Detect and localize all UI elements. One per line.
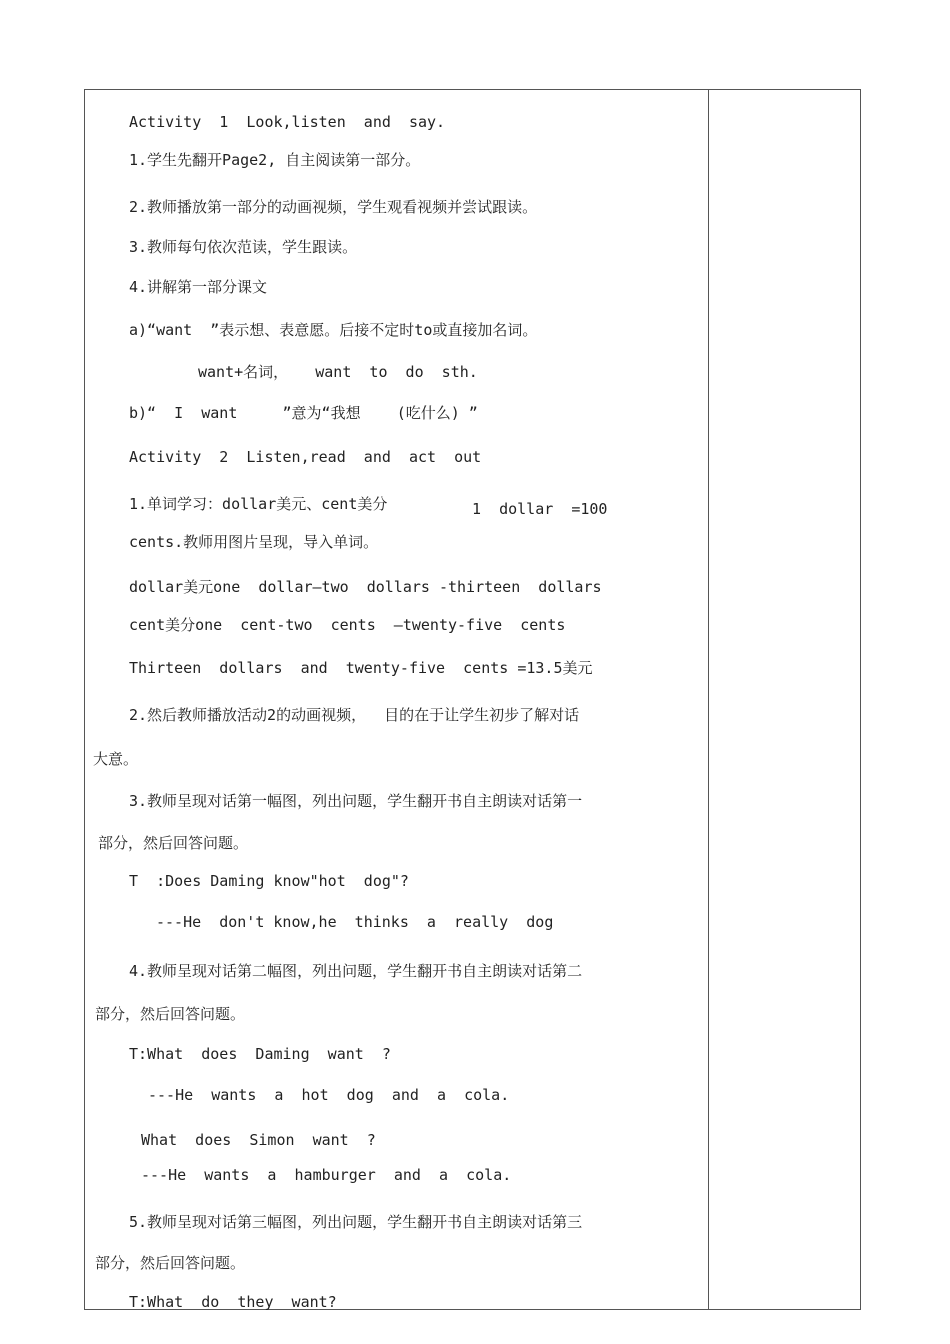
step-1-4: 4.讲解第一部分课文	[129, 278, 268, 296]
question-3: What does Simon want ?	[141, 1131, 376, 1149]
answer-3: ---He wants a hamburger and a cola.	[141, 1166, 512, 1184]
activity-2-heading: Activity 2 Listen,read and act out	[129, 448, 482, 466]
question-2: T:What does Daming want ?	[129, 1045, 391, 1063]
step-2-3: 3.教师呈现对话第一幅图，列出问题，学生翻开书自主朗读对话第一	[129, 792, 583, 810]
step-2-1: 1.单词学习：dollar美元、cent美分	[129, 495, 388, 513]
step-2-4: 4.教师呈现对话第二幅图，列出问题，学生翻开书自主朗读对话第二	[129, 962, 583, 980]
column-divider	[708, 89, 709, 1310]
step-1-1: 1.学生先翻开Page2, 自主阅读第一部分。	[129, 151, 421, 169]
amount-example: Thirteen dollars and twenty-five cents =13.5美元	[129, 659, 593, 677]
step-1-2: 2.教师播放第一部分的动画视频，学生观看视频并尝试跟读。	[129, 198, 538, 216]
step-2-5: 5.教师呈现对话第三幅图，列出问题，学生翻开书自主朗读对话第三	[129, 1213, 583, 1231]
note-a: a)“want ”表示想、表意愿。后接不定时to或直接加名词。	[129, 321, 538, 339]
step-2-2-continued: 大意。	[93, 750, 139, 768]
step-2-5-continued: 部分，然后回答问题。	[95, 1254, 246, 1272]
step-2-4-continued: 部分，然后回答问题。	[95, 1005, 246, 1023]
table-frame	[84, 89, 861, 1310]
question-1: T :Does Daming know"hot dog"?	[129, 872, 409, 890]
step-2-1-dollar-equation: 1 dollar =100	[472, 500, 608, 518]
activity-1-heading: Activity 1 Look,listen and say.	[129, 113, 446, 131]
question-4: T:What do they want?	[129, 1293, 337, 1311]
step-2-3-continued: 部分，然后回答问题。	[98, 834, 249, 852]
note-b: b)“ I want ”意为“我想 (吃什么) ”	[129, 404, 478, 422]
step-1-3: 3.教师每句依次范读，学生跟读。	[129, 238, 358, 256]
step-2-2: 2.然后教师播放活动2的动画视频， 目的在于让学生初步了解对话	[129, 706, 580, 724]
dollar-examples: dollar美元one dollar—two dollars -thirteen dollars	[129, 578, 602, 596]
answer-1: ---He don't know,he thinks a really dog	[156, 913, 554, 931]
note-a-example: want+名词， want to do sth.	[198, 363, 478, 381]
step-2-1-continued: cents.教师用图片呈现，导入单词。	[129, 533, 379, 551]
cent-examples: cent美分one cent-two cents —twenty-five cents	[129, 616, 566, 634]
answer-2: ---He wants a hot dog and a cola.	[148, 1086, 510, 1104]
